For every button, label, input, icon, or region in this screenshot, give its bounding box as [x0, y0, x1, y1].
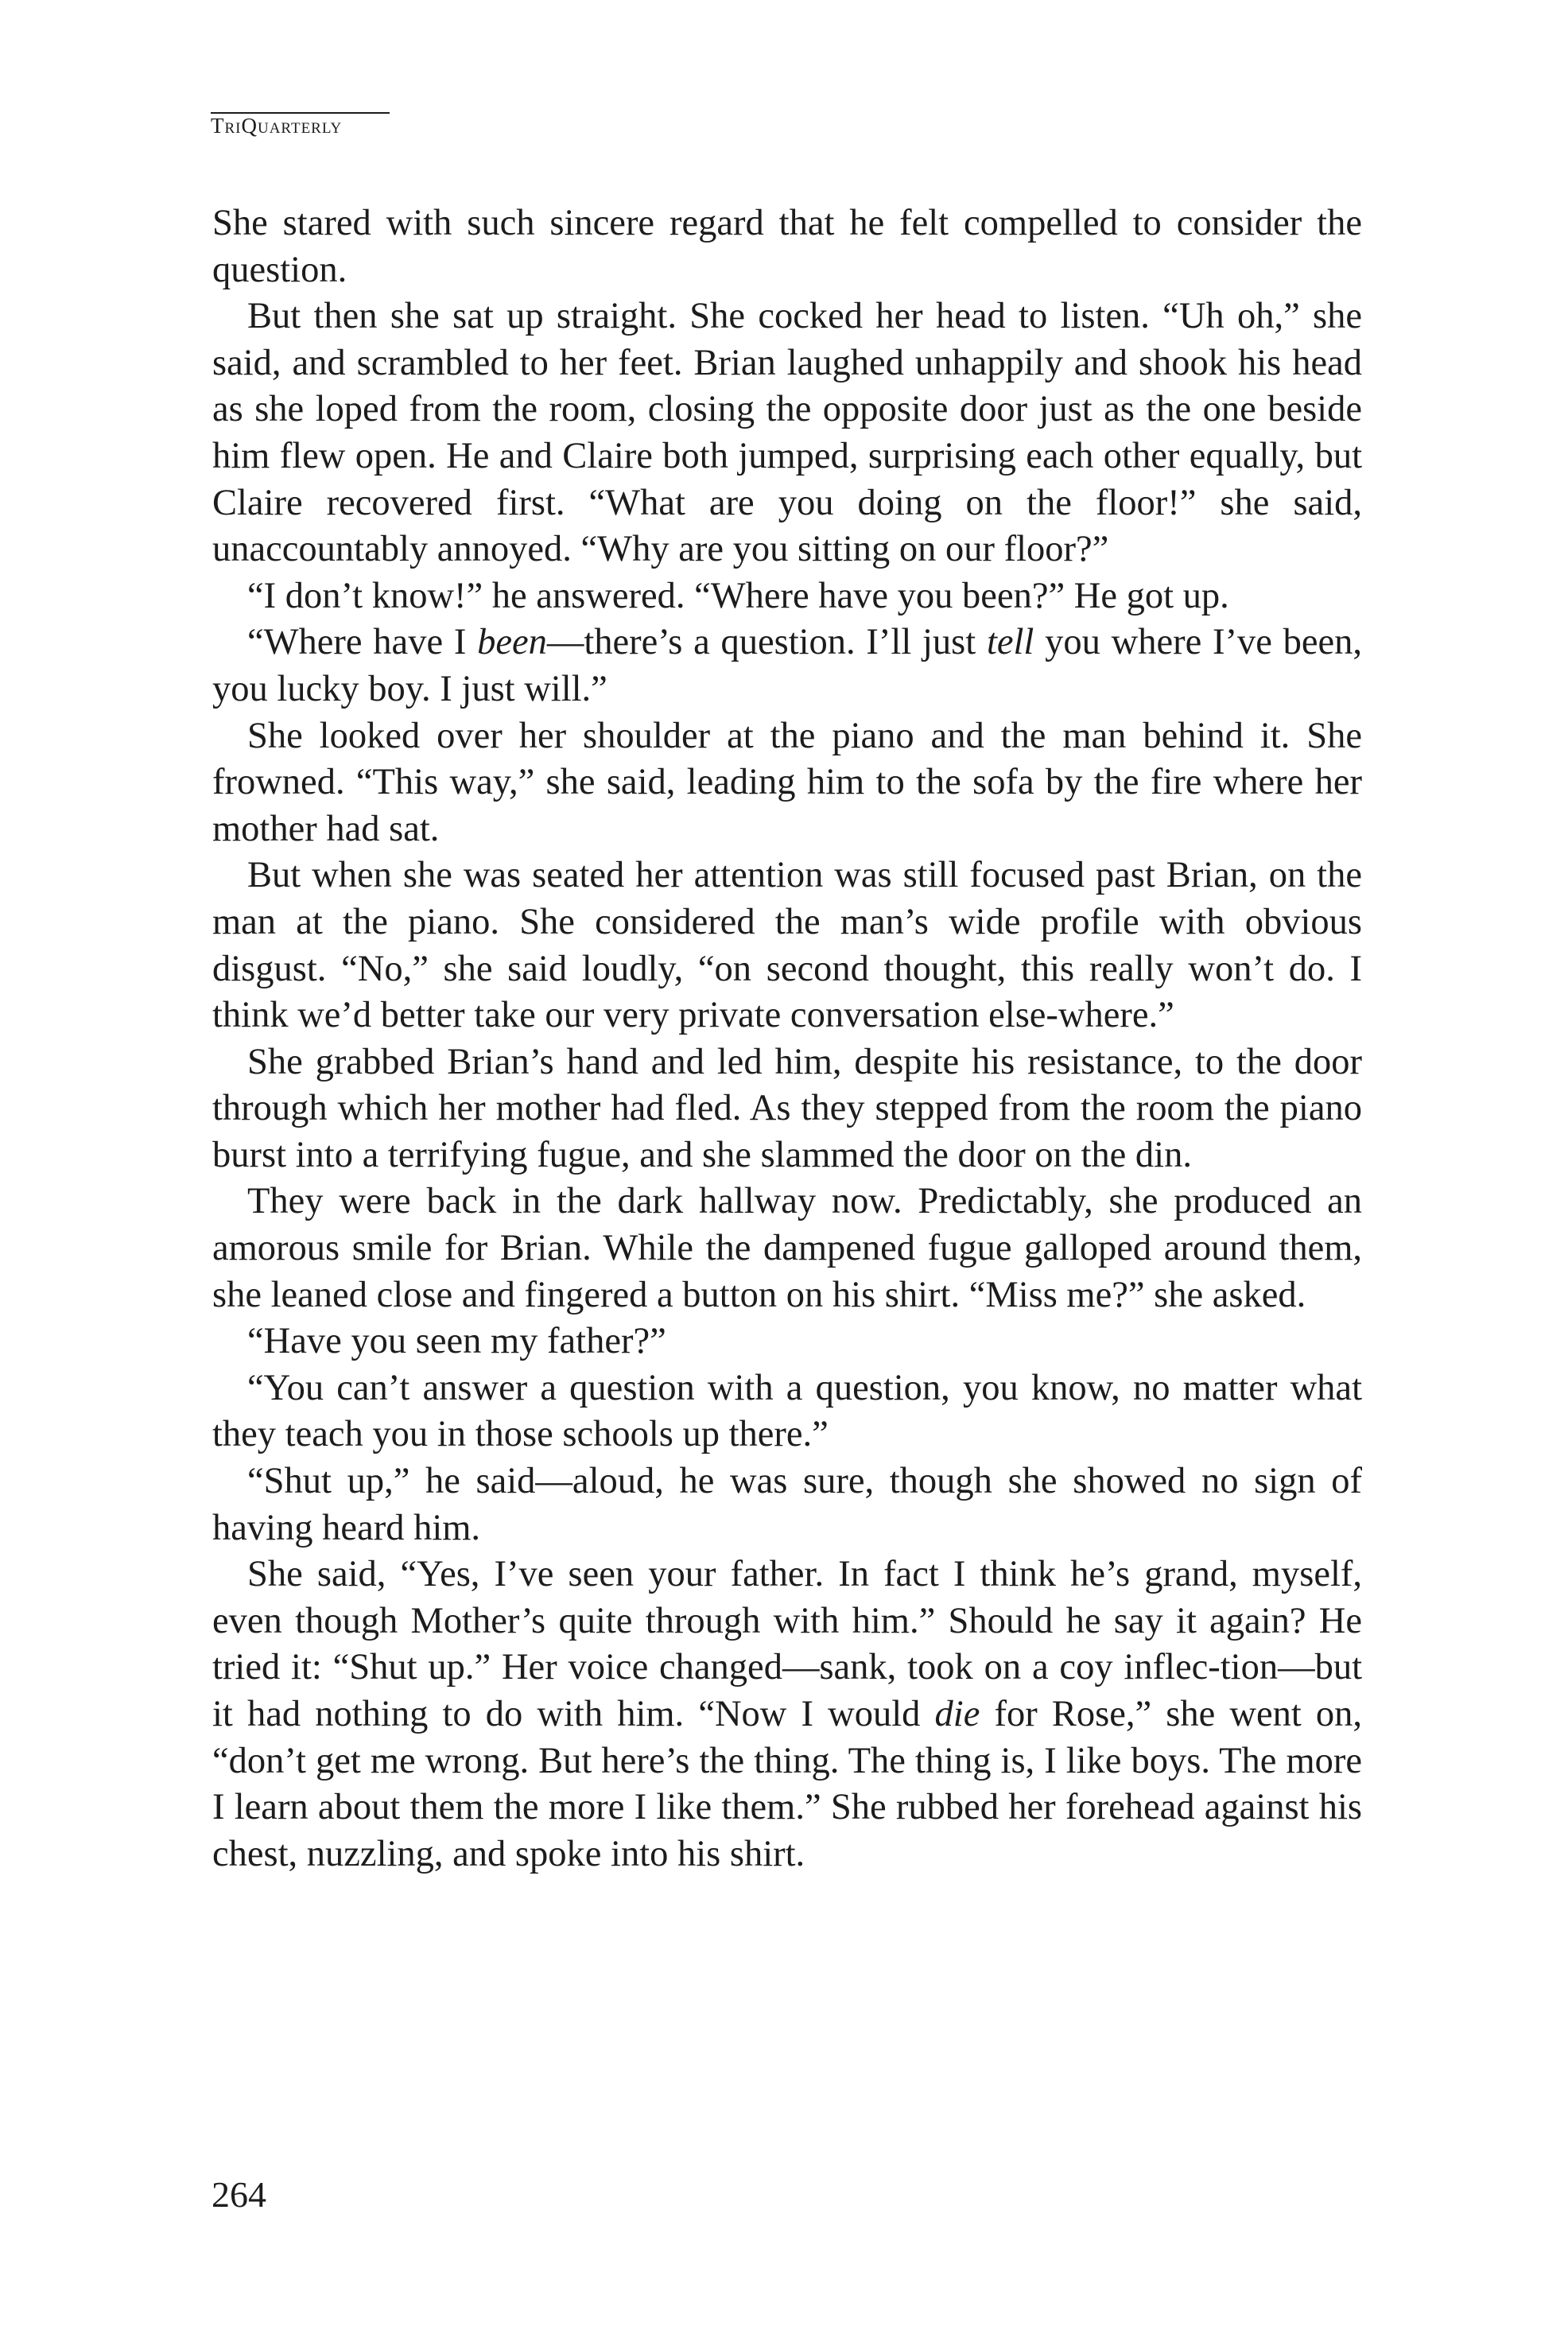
- paragraph: [212, 1551, 1362, 1878]
- text-run: “Where have I: [247, 622, 478, 663]
- paragraph: [212, 293, 1362, 573]
- text-run: But then she sat up straight. She cocked her head to listen. “Uh oh,” she said, and scrambled to her feet. Brian laughed unhappily and shook his head as she loped from the room, closing the opposite door just as the one beside him flew open. He and Claire both jumped, surprising each other equally, but Claire recovered first. “What are you doing on the floor!” she said, unaccountably annoyed. “Why are you sitting on our floor?”: [212, 296, 1362, 570]
- text-run: “I don’t know!” he answered. “Where have you been?” He got up.: [247, 575, 1229, 616]
- text-run: But when she was seated her attention was still focused past Brian, on the man at the piano. She considered the man’s wide profile with obvious disgust. “No,” she said loudly, “on second thought, this really won’t do. I think we’d better take our very private conversation else-where.”: [212, 855, 1362, 1036]
- text-run: “Have you seen my father?”: [247, 1321, 666, 1362]
- italic-text: die: [934, 1694, 980, 1734]
- paragraph: [212, 1039, 1362, 1179]
- text-run: She looked over her shoulder at the piano and the man behind it. She frowned. “This way,” she said, leading him to the sofa by the fire where her mother had sat.: [212, 715, 1362, 849]
- italic-text: tell: [986, 622, 1034, 663]
- italic-text: been: [477, 622, 547, 663]
- text-run: —there’s a question. I’ll just: [546, 622, 987, 663]
- running-head: TriQuarterly: [211, 114, 343, 138]
- text-run: She stared with such sincere regard that he felt compelled to consider the question.: [212, 203, 1362, 290]
- text-run: They were back in the dark hallway now. Predictably, she produced an amorous smile for Brian. While the dampened fugue galloped around them, she leaned close and fingered a button on his shirt. “Miss me?” she asked.: [212, 1181, 1362, 1315]
- text-run: She grabbed Brian’s hand and led him, despite his resistance, to the door through which her mother had fled. As they stepped from the room the piano burst into a terrifying fugue, and she slammed the door on the din.: [212, 1041, 1362, 1175]
- story-text: [212, 200, 1362, 1878]
- paragraph: [212, 1458, 1362, 1551]
- paragraph: [212, 200, 1362, 293]
- paragraph: [212, 1179, 1362, 1318]
- paragraph: [212, 1318, 1362, 1365]
- text-run: for Rose,” she went on, “don’t get me wrong. But here’s the thing. The thing is, I like boys. The more I learn about them the more I like them.” She rubbed her forehead against his chest, nuzzling, and spoke into his shirt.: [212, 1694, 1363, 1874]
- paragraph: [212, 573, 1362, 620]
- text-run: “You can’t answer a question with a question, you know, no matter what they teach you in those schools up there.”: [212, 1367, 1362, 1455]
- text-run: you where I’ve been, you lucky boy. I just will.”: [212, 622, 1363, 709]
- paragraph: [212, 619, 1362, 713]
- page-number: 264: [212, 2174, 266, 2215]
- text-run: She said, “Yes, I’ve seen your father. In fact I think he’s grand, myself, even though Mother’s quite through with him.” Should he say it again? He tried it: “Shut up.” Her voice changed—sank, took on a coy inflec-tion—but it had nothing to do with him. “Now I would: [212, 1554, 1362, 1734]
- text-run: “Shut up,” he said—aloud, he was sure, though she showed no sign of having heard him.: [212, 1461, 1362, 1548]
- paragraph: [212, 852, 1362, 1039]
- paragraph: [212, 713, 1362, 853]
- paragraph: [212, 1365, 1362, 1458]
